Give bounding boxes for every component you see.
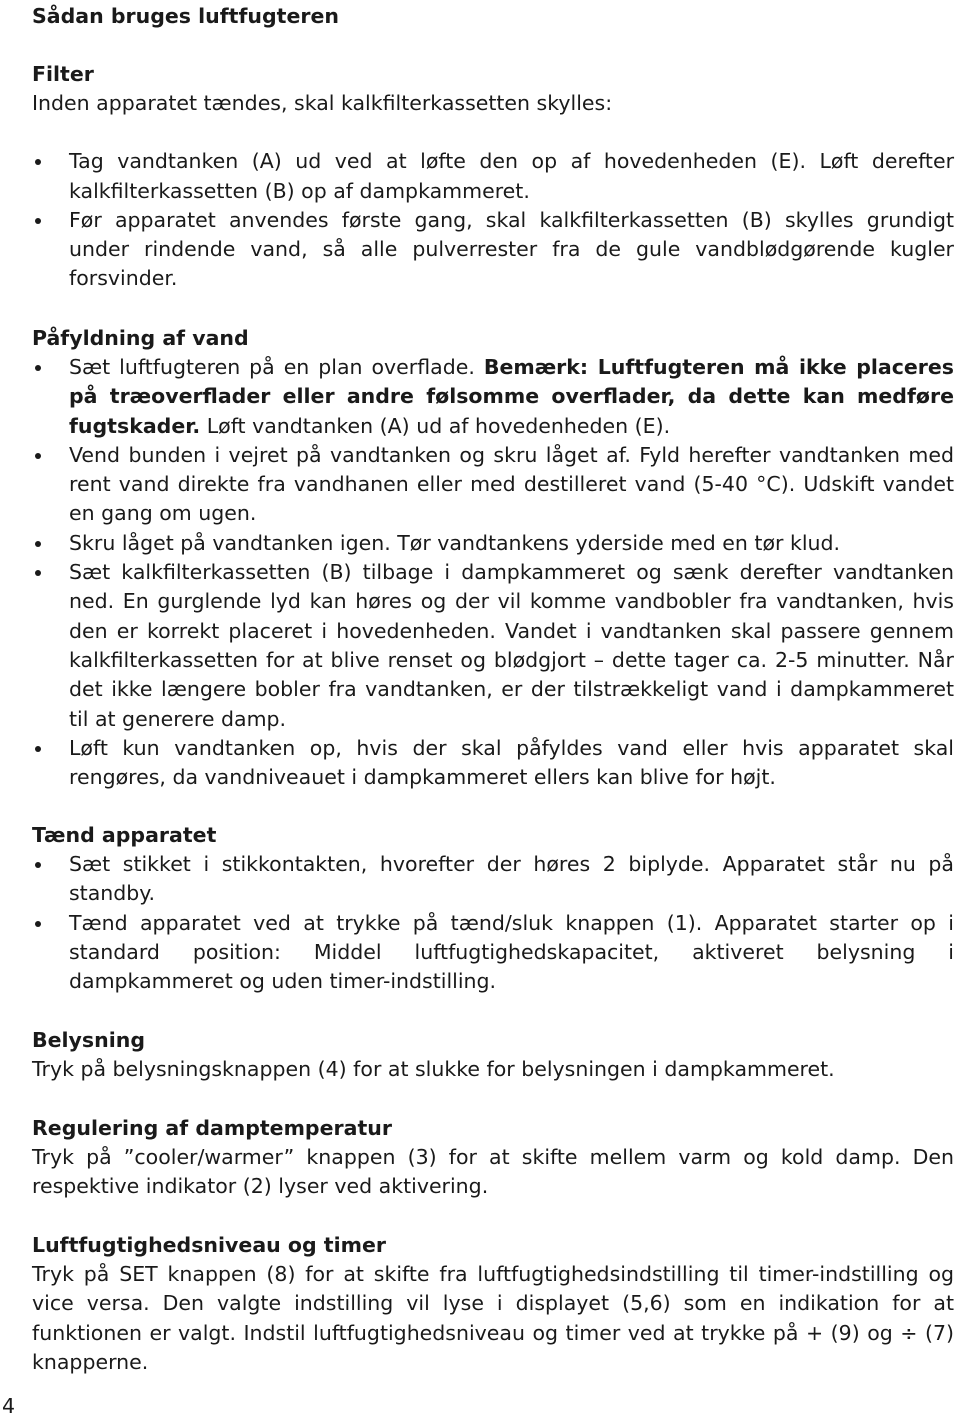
humidity-heading: Luftfugtighedsniveau og timer	[32, 1233, 386, 1257]
item-text: Sæt luftfugteren på en plan overflade.	[69, 355, 484, 379]
list-item: Løft kun vandtanken op, hvis der skal påfyldes vand eller hvis apparatet skal rengøres, da vandniveauet i dampkammeret ellers kan blive for højt.	[32, 734, 954, 793]
page-number: 4	[2, 1394, 16, 1418]
list-item: Vend bunden i vejret på vandtanken og skru låget af. Fyld herefter vandtanken med rent vand direkte fra vandhanen eller med destilleret vand (5-40 °C). Udskift vandet en gang om ugen.	[32, 441, 954, 529]
fill-list	[32, 353, 954, 792]
list-item	[32, 353, 954, 441]
light-text: Tryk på belysningsknappen (4) for at slukke for belysningen i dampkammeret.	[32, 1057, 835, 1081]
temp-heading: Regulering af damptemperatur	[32, 1116, 392, 1140]
list-item: Sæt stikket i stikkontakten, hvorefter der høres 2 biplyde. Apparatet står nu på standby.	[32, 850, 954, 909]
humidity-section	[32, 1231, 954, 1377]
list-item: Før apparatet anvendes første gang, skal kalkfilterkassetten (B) skylles grundigt under rindende vand, så alle pulverrester fra de gule vandblødgørende kugler forsvinder.	[32, 206, 954, 294]
power-section	[32, 821, 954, 996]
filter-heading: Filter	[32, 62, 94, 86]
humidity-text: Tryk på SET knappen (8) for at skifte fra luftfugtighedsindstilling til timer-indstilling og vice versa. Den valgte indstilling vil lyse i displayet (5,6) som en indikation for at funktionen er valgt. Indstil luftfugtighedsniveau og timer ved at trykke på + (9) og ÷ (7) knapperne.	[32, 1262, 954, 1374]
light-section	[32, 1026, 954, 1084]
fill-heading: Påfyldning af vand	[32, 326, 249, 350]
list-item: Tænd apparatet ved at trykke på tænd/sluk knappen (1). Apparatet starter op i standard position: Middel luftfugtighedskapacitet, aktiveret belysning i dampkammeret og uden timer-indstilling.	[32, 909, 954, 997]
power-list	[32, 850, 954, 996]
list-item: Sæt kalkfilterkassetten (B) tilbage i dampkammeret og sænk derefter vandtanken ned. En gurglende lyd kan høres og der vil komme vandbobler fra vandtanken, hvis den er korrekt placeret i hovedenheden. Vandet i vandtanken skal passere gennem kalkfilterkassetten for at blive renset og blødgjort – dette tager ca. 2-5 minutter. Når det ikke længere bobler fra vandtanken, er der tilstrækkeligt vand i dampkammeret til at generere damp.	[32, 558, 954, 734]
temp-section	[32, 1114, 954, 1202]
filter-list	[32, 147, 954, 293]
warning-text: Bemærk: Luftfugteren må ikke placeres på træoverflader eller andre følsomme overflader, da dette kan medføre fugtskader.	[69, 355, 954, 438]
temp-text: Tryk på ”cooler/warmer” knappen (3) for at skifte mellem varm og kold damp. Den respektive indikator (2) lyser ved aktivering.	[32, 1145, 954, 1199]
filter-intro: Inden apparatet tændes, skal kalkfilterkassetten skylles:	[32, 91, 613, 115]
page-title: Sådan bruges luftfugteren	[32, 4, 339, 28]
filter-section	[32, 60, 954, 294]
light-heading: Belysning	[32, 1028, 146, 1052]
fill-section	[32, 324, 954, 792]
item-text: Løft vandtanken (A) ud af hovedenheden (E).	[200, 413, 671, 438]
list-item: Tag vandtanken (A) ud ved at løfte den op af hovedenheden (E). Løft derefter kalkfilterkassetten (B) op af dampkammeret.	[32, 147, 954, 206]
list-item: Skru låget på vandtanken igen. Tør vandtankens yderside med en tør klud.	[32, 529, 954, 558]
power-heading: Tænd apparatet	[32, 823, 217, 847]
